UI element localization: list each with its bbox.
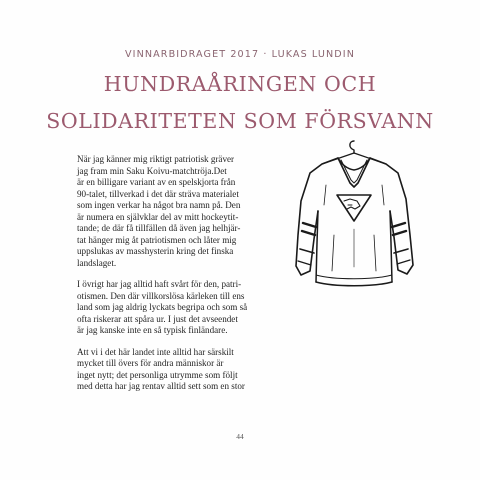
text-line: är en billigare variant av en spelskjorta från (77, 177, 236, 187)
text-line: mycket till övers för andra människor är (77, 358, 224, 368)
text-line: När jag känner mig riktigt patriotisk gräver (77, 154, 235, 164)
hockey-jersey-icon (294, 139, 414, 295)
text-line: tat hänger mig åt patriotismen och låter mig (77, 234, 237, 245)
chapter-title-line-2: SOLIDARITETEN SOM FÖRSVANN (46, 109, 434, 133)
text-line: land som jag aldrig lyckats begripa och som så (77, 302, 248, 312)
text-line: tande; de där få tillfällen då även jag helhjär- (77, 223, 241, 233)
text-line: landslaget. (77, 257, 117, 268)
text-line: ofta riskerar att spåra ur. I just det avseendet (77, 313, 238, 324)
text-line: otismen. Den där villkorslösa kärleken till ens (77, 290, 245, 301)
paragraph-1 (77, 154, 267, 269)
text-line: I övrigt har jag alltid haft svårt för den, patri- (77, 279, 242, 289)
text-line: är numera en självklar del av mitt hockeytit- (77, 211, 239, 222)
chapter-title-line-1: HUNDRAÅRINGEN OCH (103, 72, 377, 96)
body-text (77, 154, 267, 403)
text-line: är jag kanske inte en så typisk finländare. (77, 325, 228, 335)
text-line: 90-talet, tillverkad i det där sträva materialet (77, 188, 239, 199)
text-line: inget nytt; det personliga utrymme som följt (77, 369, 238, 380)
text-line: uppslukas av masshysterin kring det finska (77, 246, 234, 256)
paragraph-2 (77, 279, 267, 337)
paragraph-3 (77, 347, 267, 393)
section-kicker: VINNARBIDRAGET 2017 · LUKAS LUNDIN (125, 49, 355, 60)
text-line: jag fram min Saku Koivu-matchtröja.Det (77, 165, 227, 176)
text-line: som ingen verkar ha något bra namn på. Den (77, 200, 241, 210)
page-number: 44 (236, 432, 244, 441)
text-line: Att vi i det här landet inte alltid har särskilt (77, 346, 234, 357)
text-line: med detta har jag rentav alltid sett som en stor (77, 381, 245, 391)
